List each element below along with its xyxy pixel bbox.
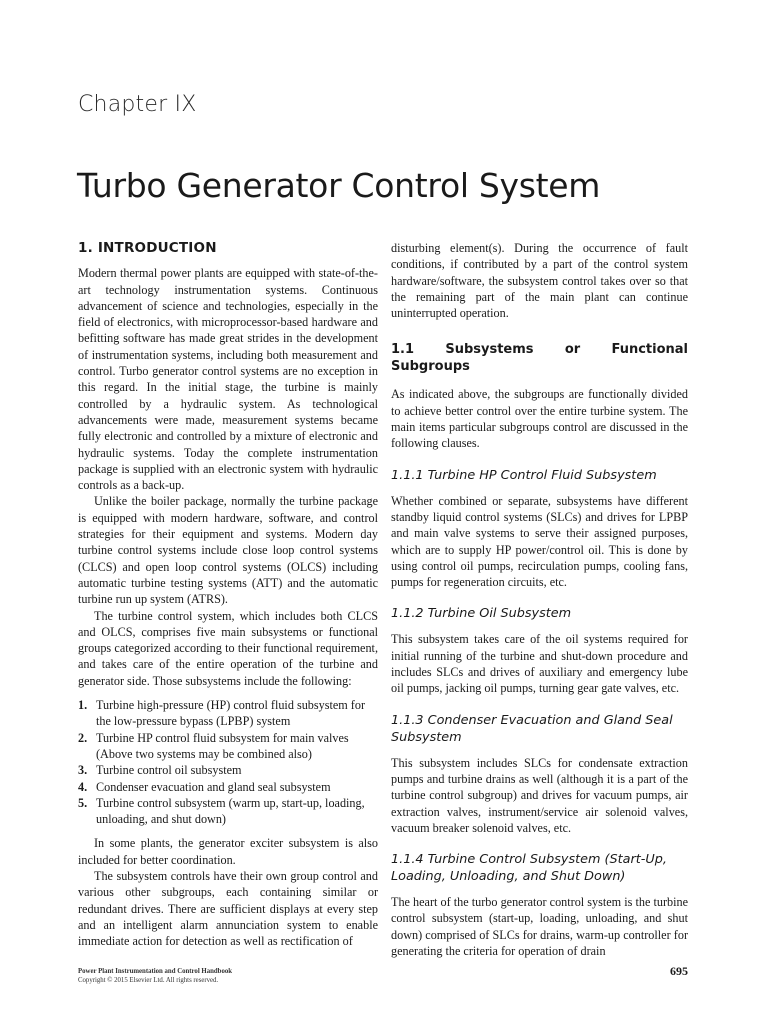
list-item-number: 5. [78, 795, 88, 810]
subsystem-list [78, 697, 378, 827]
paragraph: As indicated above, the subgroups are functionally divided to achieve better control over the entire turbine system. The main items particular subgroups control are discussed in the following clauses. [391, 387, 688, 451]
page-footer [78, 967, 232, 985]
paragraph: Whether combined or separate, subsystems have different standby liquid control systems (SLCs) and drives for LPBP and main valve systems to serve their assigned purposes, which are to supply HP power/control oil. This is done by using control oil pumps, recirculation pumps, cooling fans, pumps for regeneration circuits, etc. [391, 493, 688, 590]
list-item [78, 762, 378, 778]
page-number: 695 [670, 964, 688, 978]
list-item [78, 697, 378, 730]
footer-copyright: Copyright © 2015 Elsevier Ltd. All rights reserved. [78, 977, 219, 984]
paragraph: This subsystem takes care of the oil systems required for initial running of the turbine and shut-down procedure and includes SLCs and drives of auxiliary and emergency lube oil pumps, jacking oil pumps, turning gear gate valves, etc. [391, 632, 688, 696]
list-item-number: 1. [78, 698, 88, 713]
chapter-title: Turbo Generator Control System [77, 166, 601, 205]
footer-book-title: Power Plant Instrumentation and Control Handbook [78, 968, 233, 975]
paragraph: disturbing element(s). During the occurrence of fault conditions, if contributed by a part of the control system hardware/software, the subsystem control takes over so that the remaining part of the main plant can continue uninterrupted operation. [391, 241, 688, 321]
list-item [78, 730, 378, 763]
list-item-text: Turbine HP control fluid subsystem for main valves (Above two systems may be combined also) [96, 730, 349, 761]
section-heading-1-1: 1.1 Subsystems or Functional Subgroups [391, 342, 688, 375]
list-item-number: 4. [78, 779, 88, 794]
list-item [78, 795, 378, 828]
right-column [391, 240, 688, 959]
list-item-text: Turbine control oil subsystem [96, 763, 242, 778]
section-heading-1-1-3: 1.1.3 Condenser Evacuation and Gland Seal Subsystem [391, 712, 673, 745]
list-item-text: Turbine control subsystem (warm up, start-up, loading, unloading, and shut down) [96, 795, 365, 827]
paragraph: This subsystem includes SLCs for condensate extraction pumps and turbine drains as well (although it is a part of the turbine control subgroup) and drives for vacuum pumps, air extraction valves, instrument/service air solenoid valves, vacuum breaker solenoid valves, etc. [391, 755, 688, 835]
section-heading-introduction: 1. INTRODUCTION [78, 240, 217, 256]
list-item-text: Condenser evacuation and gland seal subsystem [96, 779, 331, 794]
left-column [78, 240, 378, 949]
section-heading-1-1-2: 1.1.2 Turbine Oil Subsystem [391, 606, 572, 622]
paragraph: In some plants, the generator exciter subsystem is also included for better coordination. [78, 836, 378, 867]
paragraph: The turbine control system, which includes both CLCS and OLCS, comprises five main subsystems or functional groups categorized according to their functional requirement, and takes care of the entire operation of the turbine and generator side. Those subsystems include the following: [78, 608, 378, 688]
paragraph: The heart of the turbo generator control system is the turbine control subsystem (start-up, loading, unloading, and shut down) comprised of SLCs for drains, warm-up controller for generating the criteria for operation of drain [391, 895, 688, 959]
section-heading-1-1-1: 1.1.1 Turbine HP Control Fluid Subsystem [391, 467, 657, 483]
list-item-number: 2. [78, 730, 88, 745]
paragraph: The subsystem controls have their own group control and various other subgroups, each containing similar or redundant drives. There are sufficient displays at every step and an intelligent alarm annunciation system to enable immediate action for detection as well as rectification of [78, 868, 378, 949]
list-item-text: Turbine high-pressure (HP) control fluid subsystem for the low-pressure bypass (LPBP) system [96, 698, 365, 729]
list-item [78, 779, 378, 795]
paragraph: Modern thermal power plants are equipped with state-of-the-art technology instrumentation systems. Continuous advancement of science and technologies, especially in the field of electronics, with microprocessor-based hardware and befitting software has made great strides in the development of instrumentation systems, including both measurement and control. Turbo generator control systems are no exception in this regard. In the initial stage, the turbine is mainly controlled by a hydraulic system. As technological advancements were made, measurement systems became fully electronic and controlled by a mixture of electronic and hydraulic systems. Today the complete instrumentation package is supplied with an electronic system with hydraulic controls as a back-up. [78, 266, 378, 493]
paragraph: Unlike the boiler package, normally the turbine package is equipped with modern hardware, software, and control strategies for their equipment and systems. Modern day turbine control systems include close loop control systems (CLCS) and open loop control systems (OLCS) including automatic turbine testing systems (ATT) and the automatic turbine run up system (ATRS). [78, 494, 378, 607]
list-item-number: 3. [78, 763, 88, 778]
section-heading-1-1-4: 1.1.4 Turbine Control Subsystem (Start-Up, Loading, Unloading, and Shut Down) [391, 852, 667, 885]
chapter-label: Chapter IX [78, 92, 197, 117]
